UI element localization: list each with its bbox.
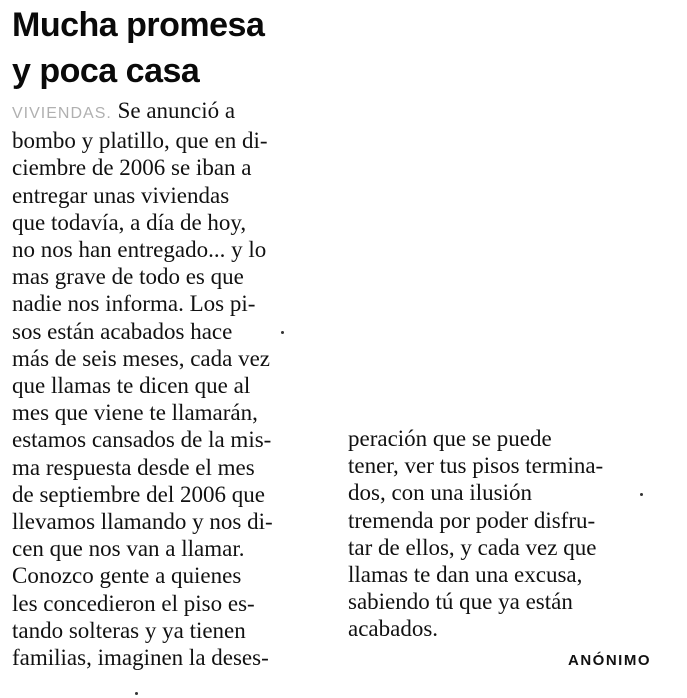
headline: [12, 2, 332, 94]
body-line: familias, imaginen la deses-: [12, 645, 269, 671]
body-line: les concedieron el piso es-: [12, 590, 255, 616]
scan-speck: [135, 692, 138, 695]
body-line: ma respuesta desde el mes: [12, 454, 255, 480]
body-line: acabados.: [348, 616, 439, 642]
body-line: tener, ver tus pisos termina-: [348, 453, 604, 479]
body-line: sabiendo tú que ya están: [348, 589, 573, 615]
headline-line-2: y poca casa: [12, 52, 200, 90]
body-line: de septiembre del 2006 que: [12, 481, 265, 507]
body-line: llamas te dan una excusa,: [348, 562, 583, 588]
body-line: mas grave de todo es que: [12, 264, 244, 290]
body-line: cen que nos van a llamar.: [12, 536, 245, 562]
body-line: estamos cansados de la mis-: [12, 427, 272, 453]
body-column-1: [12, 97, 332, 671]
body-line: nadie nos informa. Los pi-: [12, 291, 256, 317]
body-line: llevamos llamando y nos di-: [12, 509, 273, 535]
body-line: sos están acabados hace: [12, 318, 233, 344]
body-line: que llamas te dicen que al: [12, 373, 251, 399]
body-line: dos, con una ilusión: [348, 480, 532, 506]
body-line: tando solteras y ya tienen: [12, 617, 246, 643]
scan-speck: [640, 493, 643, 496]
body-line: más de seis meses, cada vez: [12, 345, 271, 371]
body-line: tar de ellos, y cada vez que: [348, 534, 597, 560]
body-line: bombo y platillo, que en di-: [12, 128, 268, 154]
body-line: entregar unas viviendas: [12, 182, 230, 208]
section-label: VIVIENDAS.: [12, 105, 112, 122]
body-line: no nos han entregado... y lo: [12, 237, 267, 263]
scan-speck: [281, 331, 284, 334]
body-line: tremenda por poder disfru-: [348, 507, 596, 533]
author-signature: ANÓNIMO: [568, 652, 651, 669]
headline-line-1: Mucha promesa: [12, 6, 265, 44]
body-line: que todavía, a día de hoy,: [12, 209, 247, 235]
body-line: peración que se puede: [348, 426, 552, 451]
body-line: mes que viene te llamarán,: [12, 400, 258, 426]
body-line: Conozco gente a quienes: [12, 563, 242, 589]
first-line: [12, 97, 332, 127]
body-line: Se anunció a: [111, 98, 236, 123]
body-line: ciembre de 2006 se iban a: [12, 155, 252, 181]
body-column-2: [348, 425, 663, 643]
